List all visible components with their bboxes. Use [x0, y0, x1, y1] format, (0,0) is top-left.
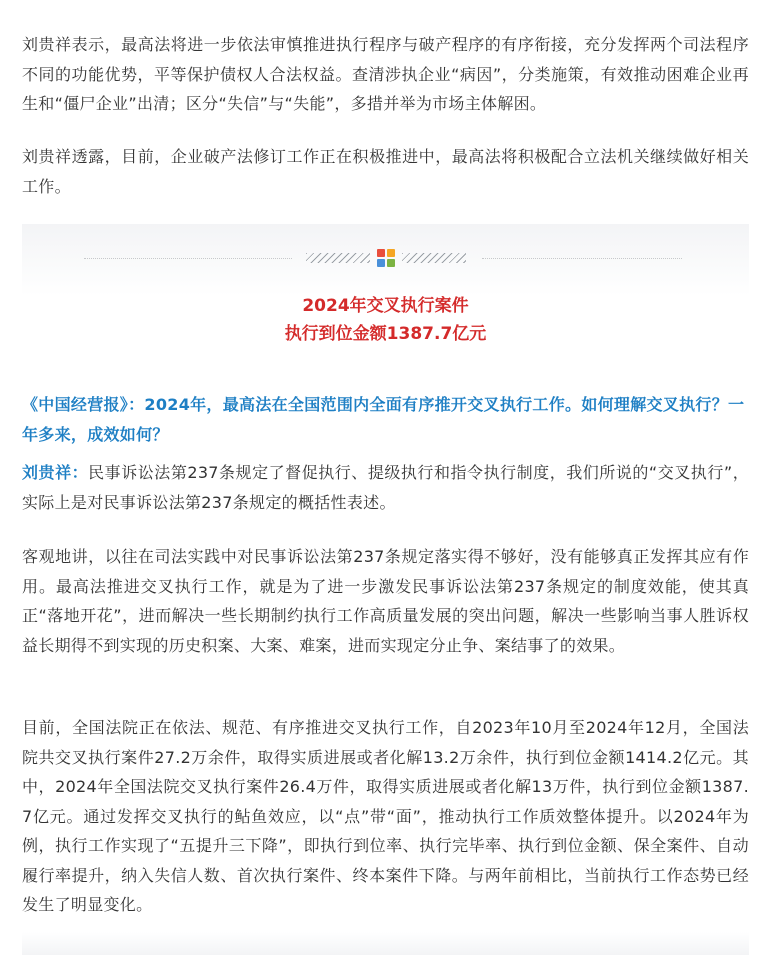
divider-dotted-line-right — [482, 258, 682, 259]
section-divider — [22, 224, 749, 296]
paragraph-bankruptcy-coordination: 刘贵祥表示，最高法将进一步依法审慎推进执行程序与破产程序的有序衔接，充分发挥两个司法程序不同的功能优势，平等保护债权人合法权益。查清涉执企业“病因”，分类施策，有效推动困难企业再生和“僵尸企业”出清；区分“失信”与“失能”，多措并举为市场主体解困。 — [22, 35, 749, 113]
paragraph-cross-execution-purpose: 客观地讲，以往在司法实践中对民事诉讼法第237条规定落实得不够好，没有能够真正发挥其应有作用。最高法推进交叉执行工作，就是为了进一步激发民事诉讼法第237条规定的制度效能，使其真正“落地开花”，进而解决一些长期制约执行工作高质量发展的突出问题，解决一些影响当事人胜诉权益长期得不到实现的历史积案、大案、难案，进而实现定分止争、案结事了的效果。 — [22, 547, 749, 655]
divider-stripes-right — [402, 253, 466, 263]
answer-speaker-label: 刘贵祥： — [22, 463, 89, 482]
four-square-ornament-icon — [376, 248, 396, 268]
section-heading — [22, 292, 749, 348]
section-heading-line2: 执行到位金额1387.7亿元 — [284, 324, 487, 344]
interview-question: 《中国经营报》：2024年，最高法在全国范围内全面有序推开交叉执行工作。如何理解交叉执行？一年多来，成效如何？ — [22, 395, 745, 444]
paragraph-cross-execution-results: 目前，全国法院正在依法、规范、有序推进交叉执行工作，自2023年10月至2024年12月，全国法院共交叉执行案件27.2万余件，取得实质进展或者化解13.2万余件，执行到位金额1414.2亿元。其中，2024年全国法院交叉执行案件26.4万件，取得实质进展或者化解13万件，执行到位金额1387.7亿元。通过发挥交叉执行的鲇鱼效应，以“点”带“面”，推动执行工作质效整体提升。以2024年为例，执行工作实现了“五提升三下降”，即执行到位率、执行完毕率、执行到位金额、保全案件、自动履行率提升，纳入失信人数、首次执行案件、终本案件下降。与两年前相比，当前执行工作态势已经发生了明显变化。 — [22, 718, 749, 914]
next-section-band — [22, 932, 749, 955]
divider-stripes-left — [306, 253, 370, 263]
answer-text: 民事诉讼法第237条规定了督促执行、提级执行和指令执行制度，我们所说的“交叉执行”，实际上是对民事诉讼法第237条规定的概括性表述。 — [22, 463, 749, 512]
section-heading-line1: 2024年交叉执行案件 — [302, 296, 469, 316]
interview-answer — [22, 458, 749, 517]
divider-dotted-line-left — [84, 258, 292, 259]
paragraph-bankruptcy-law-revision: 刘贵祥透露，目前，企业破产法修订工作正在积极推进中，最高法将积极配合立法机关继续做好相关工作。 — [22, 147, 749, 196]
